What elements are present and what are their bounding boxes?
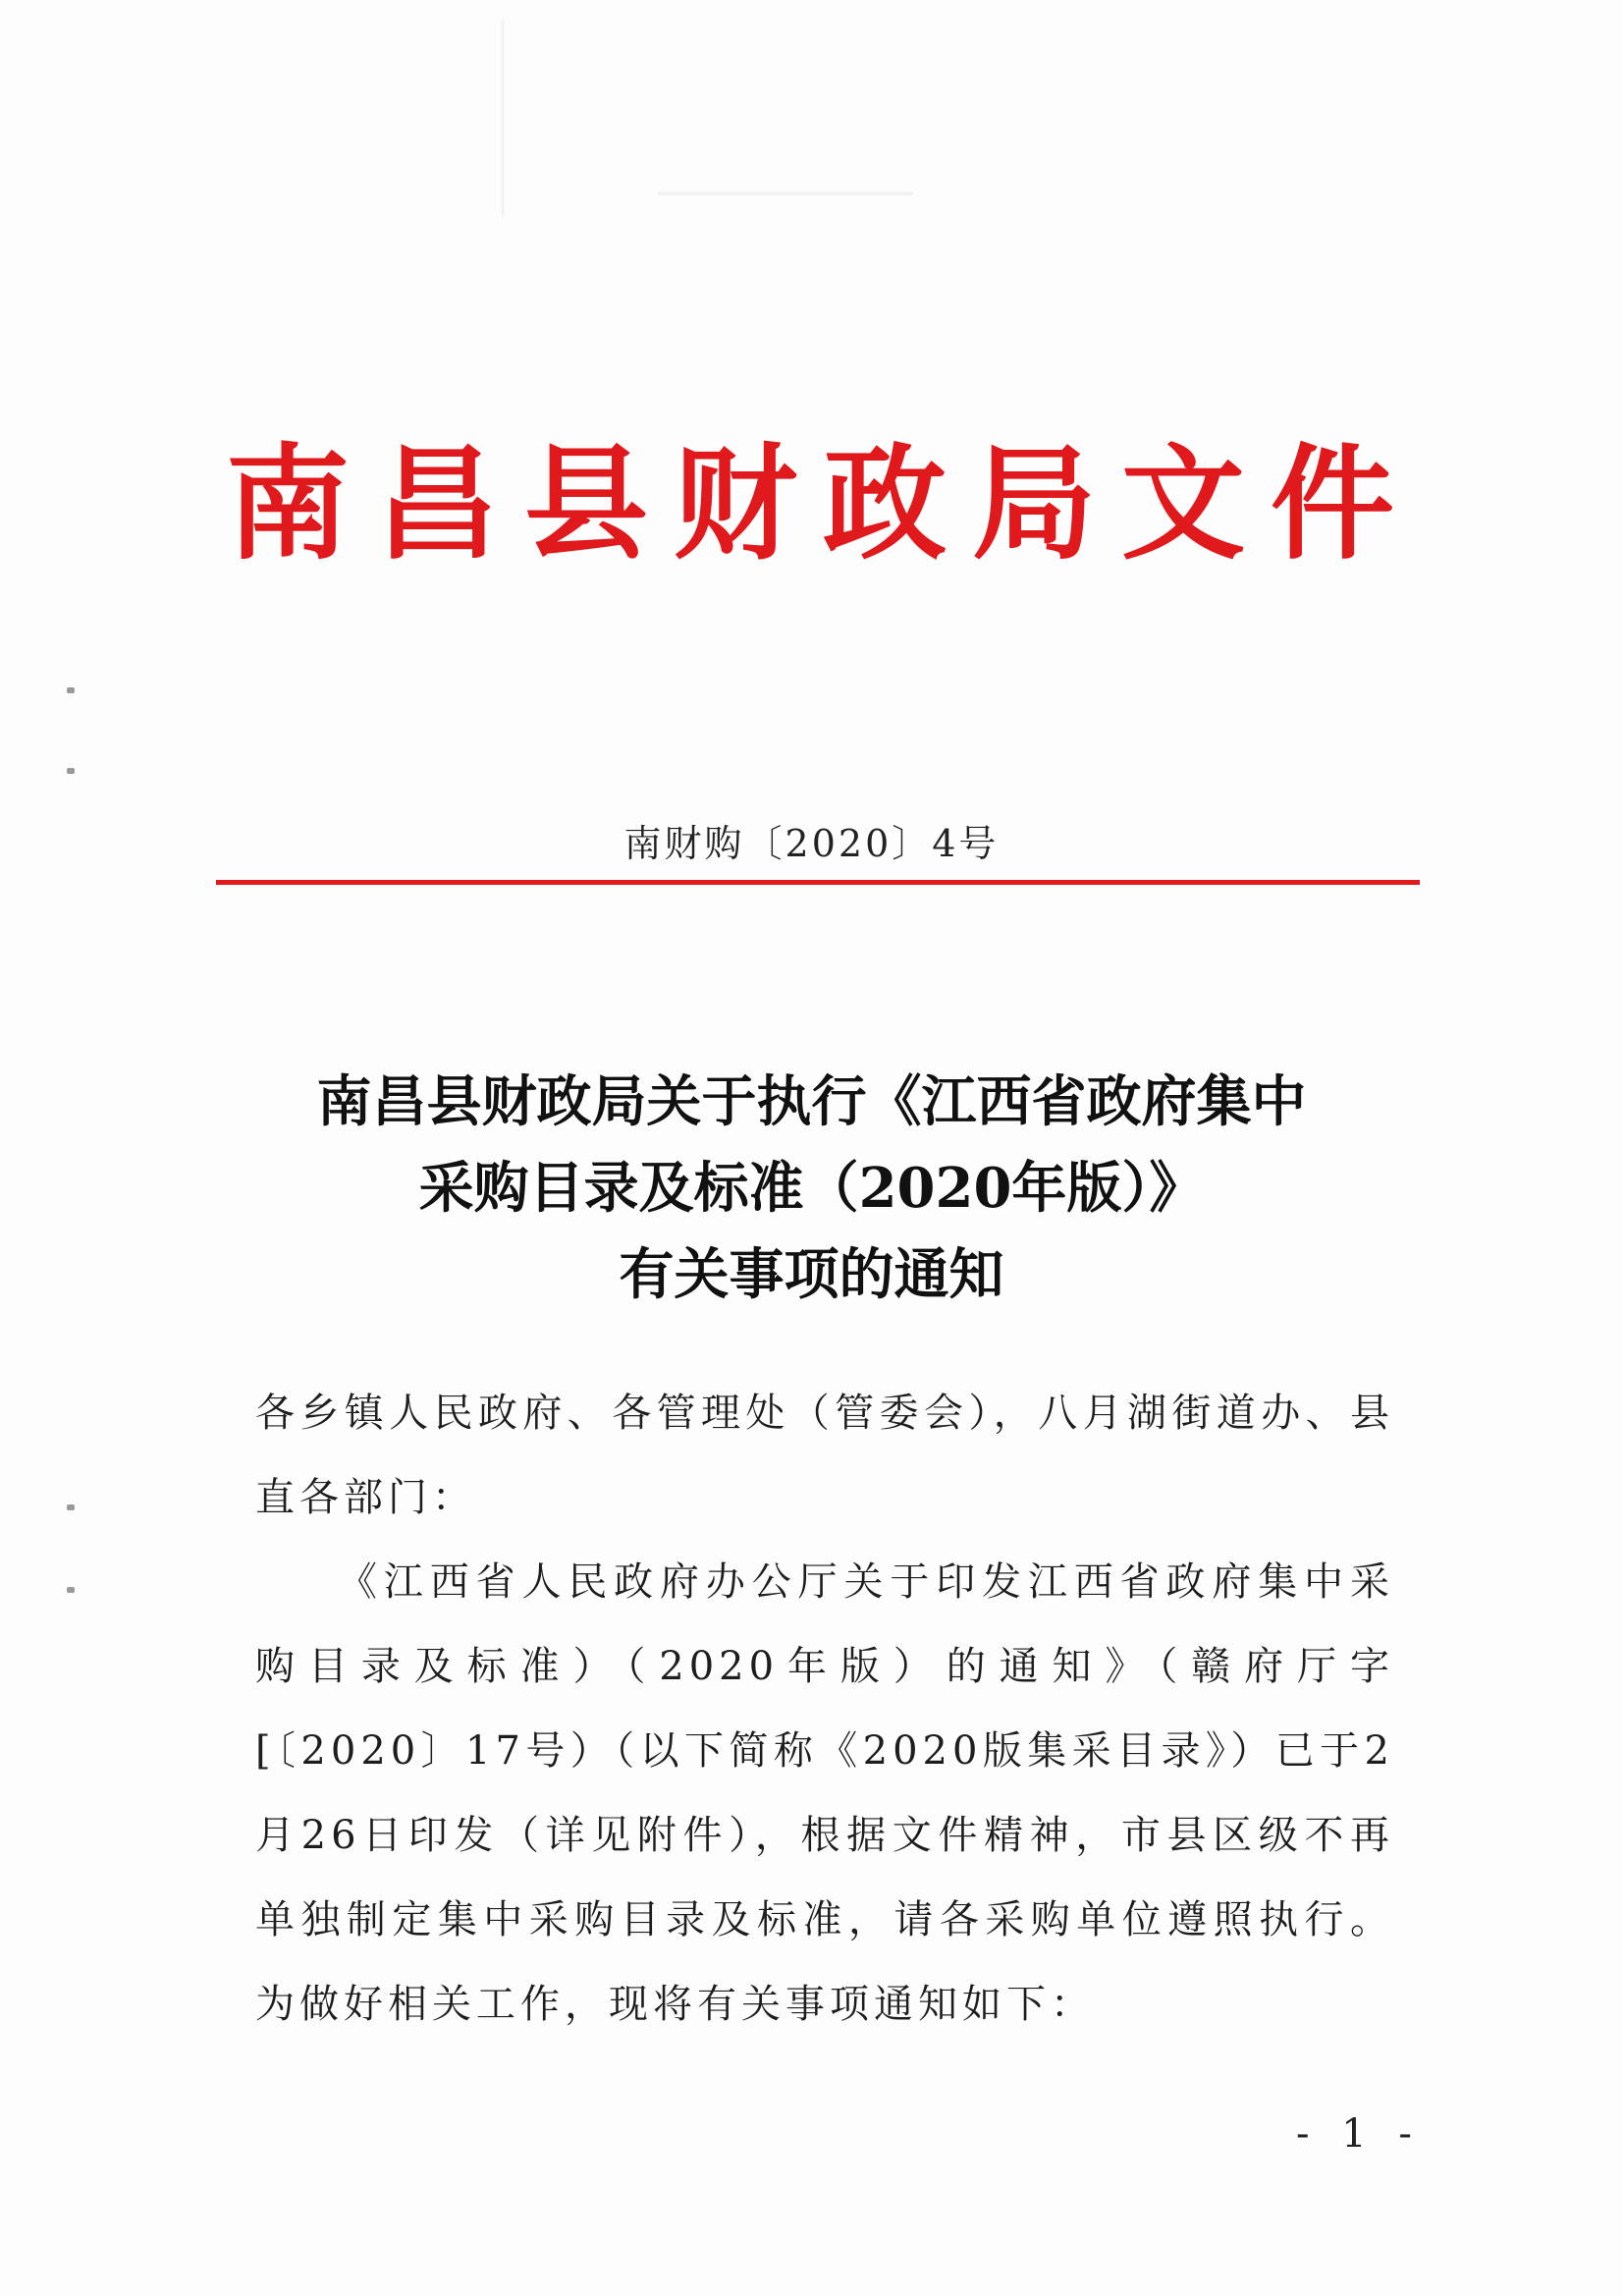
page-number: - 1 - bbox=[1296, 2111, 1422, 2157]
binding-hole-mark bbox=[67, 768, 75, 774]
binding-hole-mark bbox=[67, 1504, 75, 1510]
binding-hole-mark bbox=[67, 1587, 75, 1593]
red-separator-line bbox=[216, 880, 1420, 885]
title-line: 南昌县财政局关于执行《江西省政府集中 bbox=[316, 1069, 1307, 1134]
scan-ghost-artifact bbox=[461, 0, 1011, 295]
title-line: 有关事项的通知 bbox=[619, 1242, 1004, 1307]
binding-hole-mark bbox=[67, 687, 75, 693]
title-line: 采购目录及标准（2020年版）》 bbox=[418, 1156, 1205, 1221]
document-number: 南财购〔2020〕4号 bbox=[623, 822, 1000, 865]
letterhead-title: 南昌县财政局文件 bbox=[226, 431, 1420, 576]
body-paragraph: 《江西省人民政府办公厅关于印发江西省政府集中采购目录及标准）（2020年版）的通知》（赣府厅字[〔2020〕17号）（以下简称《2020版集采目录》）已于2月26日印发（详见附件），根据文件精神，市县区级不再单独制定集中采购目录及标准，请各采购单位遵照执行。为做好相关工作，现将有关事项通知如下： bbox=[255, 1559, 1394, 2027]
addressee-paragraph: 各乡镇人民政府、各管理处（管委会），八月湖街道办、县直各部门： bbox=[255, 1391, 1394, 1520]
document-body bbox=[255, 1371, 1394, 2047]
document-title bbox=[196, 1059, 1427, 1318]
